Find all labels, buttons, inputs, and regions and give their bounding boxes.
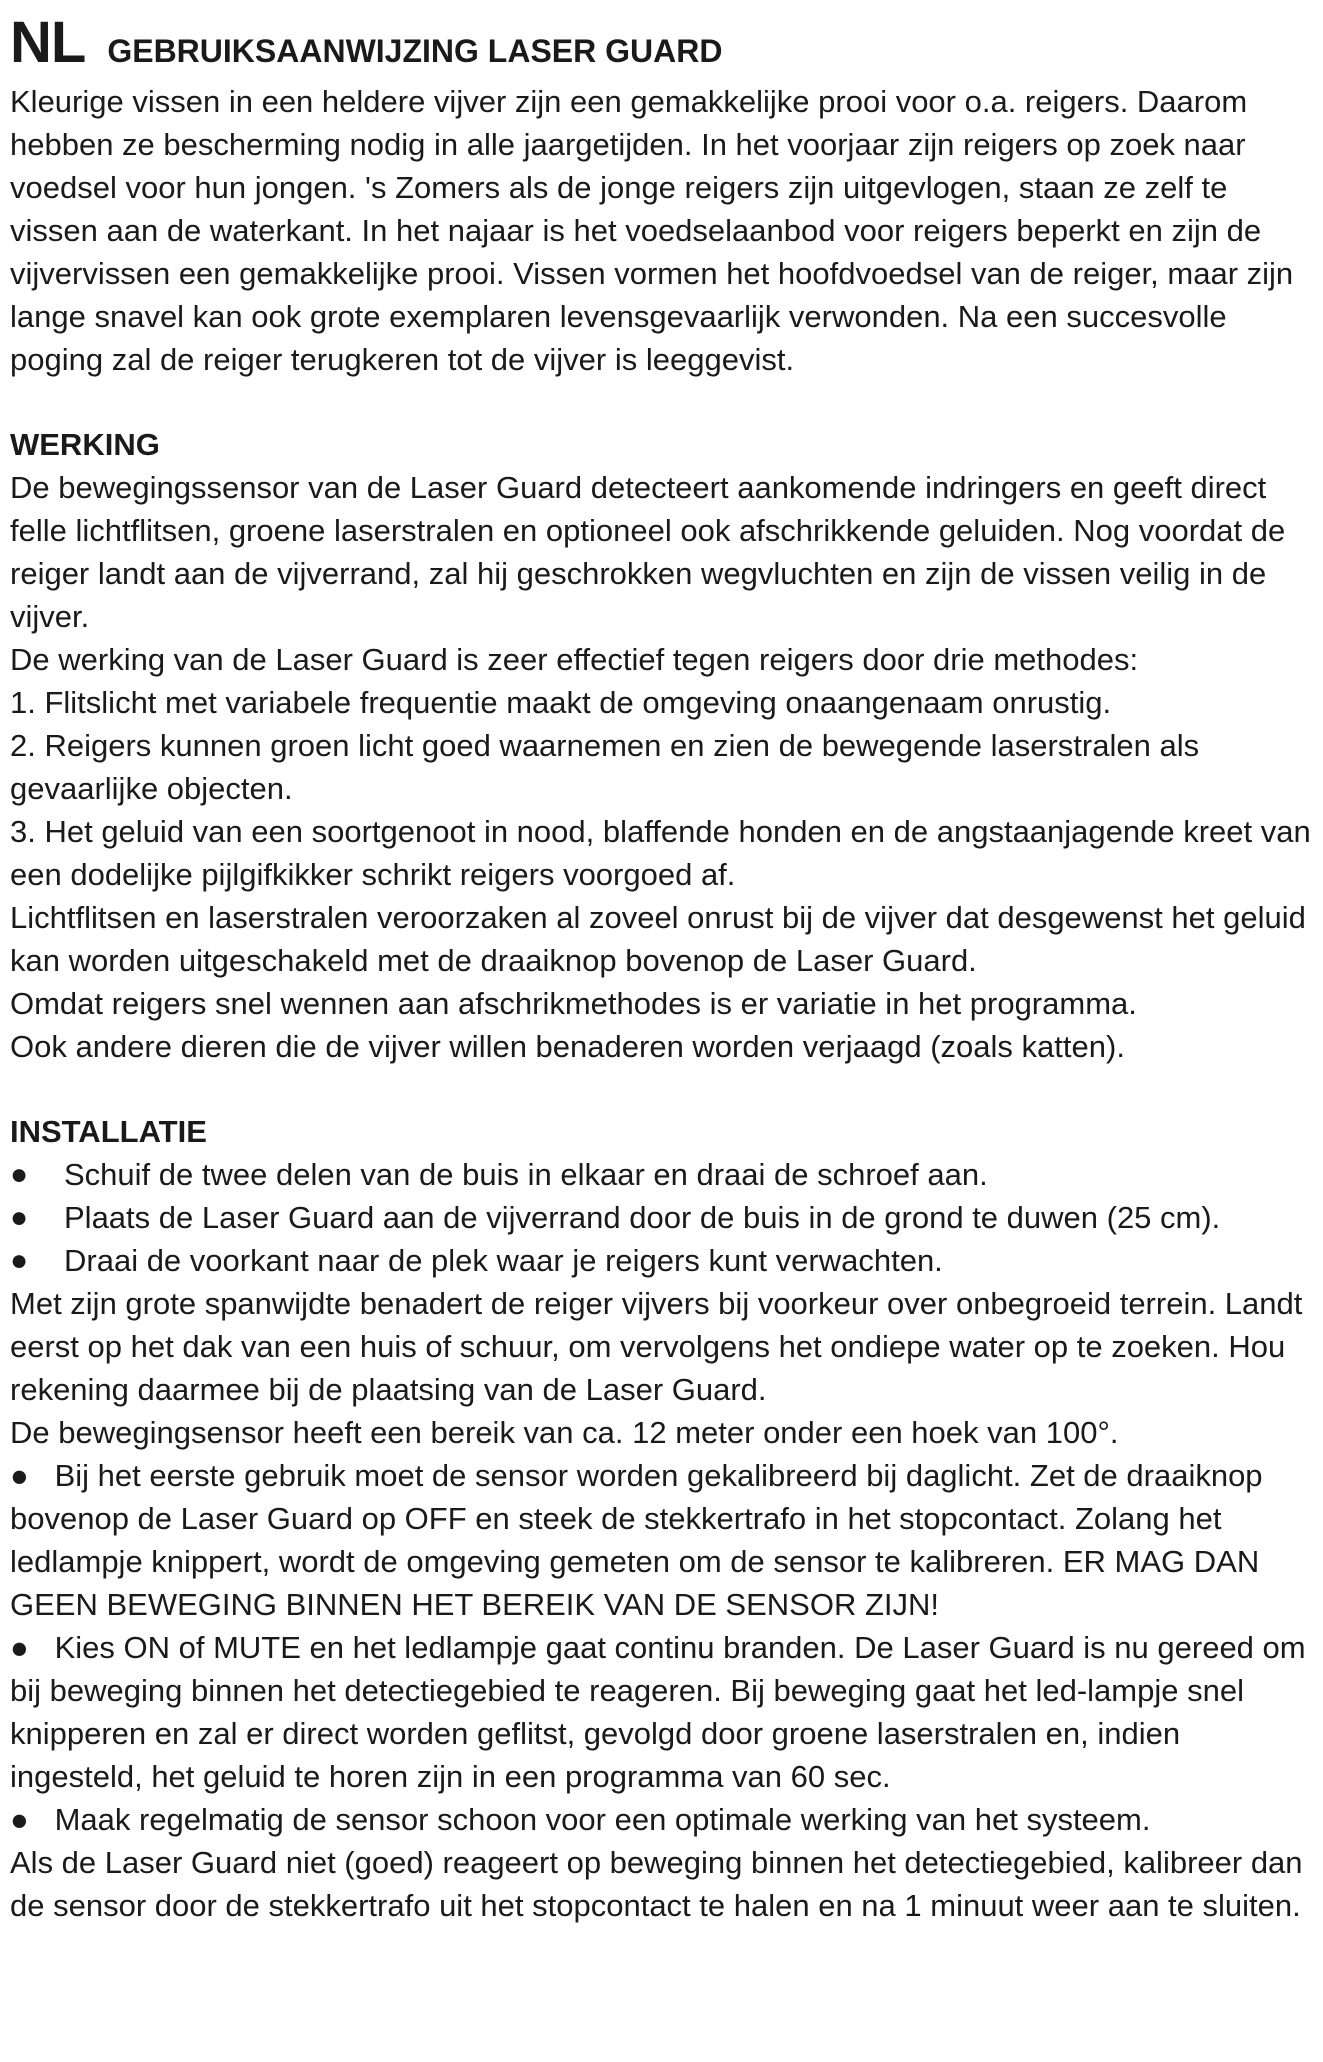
maintenance-text: Maak regelmatig de sensor schoon voor een optimale werking van het systeem. bbox=[54, 1802, 1151, 1837]
calibration-paragraph bbox=[10, 1454, 1319, 1626]
install-bullet bbox=[10, 1196, 1319, 1239]
install-bullet bbox=[10, 1239, 1319, 1282]
installatie-sensor-range: De bewegingsensor heeft een bereik van ca. 12 meter onder een hoek van 100°. bbox=[10, 1415, 1119, 1450]
bullet-icon: ● bbox=[10, 1158, 29, 1191]
bullet-icon: ● bbox=[10, 1201, 29, 1234]
calibration-text: Bij het eerste gebruik moet de sensor worden gekalibreerd bij daglicht. Zet de draaiknop bovenop de Laser Guard op OFF en steek de stekkertrafo in het stopcontact. Zolang het ledlampje knippert, wordt de omgeving gemeten om de sensor te kalibreren. ER MAG DAN GEEN BEWEGING BINNEN HET BEREIK VAN DE SENSOR ZIJN! bbox=[10, 1458, 1263, 1622]
operation-paragraph bbox=[10, 1626, 1319, 1798]
operation-text: Kies ON of MUTE en het ledlampje gaat continu branden. De Laser Guard is nu gereed om bij beweging binnen het detectiegebied te reageren. Bij beweging gaat het led-lampje snel knipperen en zal er direct worden geflitst, gevolgd door groene laserstralen en, indien ingesteld, het geluid te horen zijn in een programma van 60 sec. bbox=[10, 1630, 1306, 1794]
install-bullet-text: Draai de voorkant naar de plek waar je reigers kunt verwachten. bbox=[64, 1243, 943, 1278]
bullet-icon: ● bbox=[10, 1244, 29, 1277]
bullet-icon: ● bbox=[10, 1630, 29, 1665]
installatie-terrain-paragraph: Met zijn grote spanwijdte benadert de reiger vijvers bij voorkeur over onbegroeid terrein. Landt eerst op het dak van een huis of schuur, om vervolgens het ondiepe water op te zoeken. Hou rekening daarmee bij de plaatsing van de Laser Guard. bbox=[10, 1286, 1303, 1407]
installatie-heading: INSTALLATIE bbox=[10, 1114, 207, 1149]
section-spacer bbox=[10, 1068, 1319, 1110]
werking-method-1: 1. Flitslicht met variabele frequentie maakt de omgeving onaangenaam onrustig. bbox=[10, 685, 1112, 720]
werking-sound-note: Lichtflitsen en laserstralen veroorzaken al zoveel onrust bij de vijver dat desgewenst het geluid kan worden uitgeschakeld met de draaiknop bovenop de Laser Guard. bbox=[10, 900, 1306, 978]
install-bullet-text: Plaats de Laser Guard aan de vijverrand door de buis in de grond te duwen (25 cm). bbox=[64, 1200, 1221, 1235]
document-title: GEBRUIKSAANWIJZING LASER GUARD bbox=[107, 33, 723, 69]
install-bullet bbox=[10, 1153, 1319, 1196]
werking-methods-intro: De werking van de Laser Guard is zeer effectief tegen reigers door drie methodes: bbox=[10, 642, 1139, 677]
maintenance-paragraph bbox=[10, 1798, 1319, 1841]
werking-variation-note: Omdat reigers snel wennen aan afschrikmethodes is er variatie in het programma. bbox=[10, 986, 1137, 1021]
title-row bbox=[10, 10, 1319, 75]
werking-heading: WERKING bbox=[10, 427, 160, 462]
language-code: NL bbox=[10, 10, 86, 75]
werking-other-animals: Ook andere dieren die de vijver willen benaderen worden verjaagd (zoals katten). bbox=[10, 1029, 1125, 1064]
install-bullet-text: Schuif de twee delen van de buis in elkaar en draai de schroef aan. bbox=[64, 1157, 988, 1192]
bullet-icon: ● bbox=[10, 1458, 29, 1493]
werking-paragraph: De bewegingssensor van de Laser Guard detecteert aankomende indringers en geeft direct felle lichtflitsen, groene laserstralen en optioneel ook afschrikkende geluiden. Nog voordat de reiger landt aan de vijverrand, zal hij geschrokken wegvluchten en zijn de vissen veilig in de vijver. bbox=[10, 470, 1286, 634]
werking-method-2: 2. Reigers kunnen groen licht goed waarnemen en zien de bewegende laserstralen als gevaarlijke objecten. bbox=[10, 728, 1200, 806]
bullet-icon: ● bbox=[10, 1802, 29, 1837]
intro-paragraph: Kleurige vissen in een heldere vijver zijn een gemakkelijke prooi voor o.a. reigers. Daarom hebben ze bescherming nodig in alle jaargetijden. In het voorjaar zijn reigers op zoek naar voedsel voor hun jongen. 's Zomers als de jonge reigers zijn uitgevlogen, staan ze zelf te vissen aan de waterkant. In het najaar is het voedselaanbod voor reigers beperkt en zijn de vijvervissen een gemakkelijke prooi. Vissen vormen het hoofdvoedsel van de reiger, maar zijn lange snavel kan ook grote exemplaren levensgevaarlijk verwonden. Na een succesvolle poging zal de reiger terugkeren tot de vijver is leeggevist. bbox=[10, 84, 1294, 377]
section-spacer bbox=[10, 381, 1319, 423]
recalibration-paragraph: Als de Laser Guard niet (goed) reageert op beweging binnen het detectiegebied, kalibreer dan de sensor door de stekkertrafo uit het stopcontact te halen en na 1 minuut weer aan te sluiten. bbox=[10, 1845, 1303, 1923]
werking-method-3: 3. Het geluid van een soortgenoot in nood, blaffende honden en de angstaanjagende kreet van een dodelijke pijlgifkikker schrikt reigers voorgoed af. bbox=[10, 814, 1311, 892]
